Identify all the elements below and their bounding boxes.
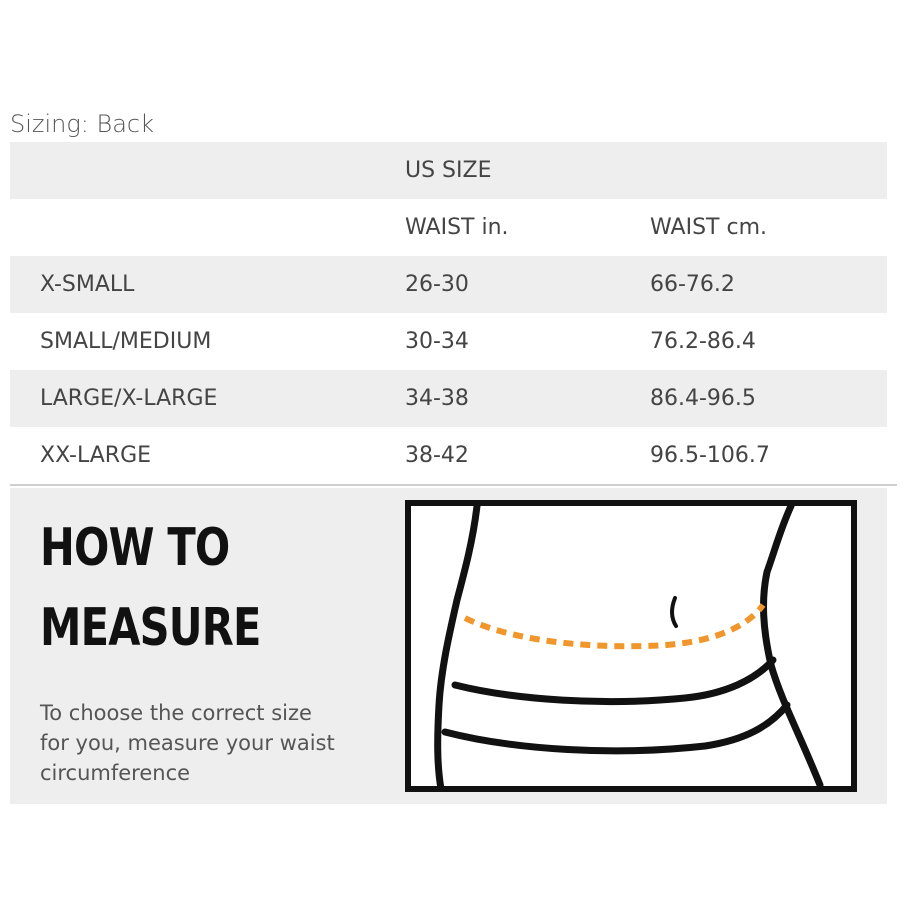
waist-cm-cell: 66-76.2: [650, 272, 735, 297]
size-cell: SMALL/MEDIUM: [40, 329, 212, 354]
waist-cm-cell: 96.5-106.7: [650, 443, 770, 468]
table-row: [10, 370, 887, 427]
us-size-header: US SIZE: [405, 158, 492, 183]
table-row: [10, 313, 887, 370]
heading-line-2: MEASURE: [40, 598, 261, 658]
waist-measure-illustration: [405, 500, 857, 792]
waist-in-cell: 30-34: [405, 329, 469, 354]
size-table: [10, 142, 887, 484]
size-cell: X-SMALL: [40, 272, 135, 297]
table-row: [10, 427, 887, 484]
size-cell: XX-LARGE: [40, 443, 152, 468]
measure-instructions: To choose the correct size for you, measure your waist circumference: [40, 701, 335, 785]
table-row: [10, 256, 887, 313]
column-header-waist-in: WAIST in.: [405, 215, 509, 240]
section-divider: [10, 484, 897, 486]
waist-cm-cell: 86.4-96.5: [650, 386, 756, 411]
column-header-row: [10, 199, 887, 256]
how-to-measure-heading: [40, 508, 261, 668]
how-to-measure-panel: [10, 488, 887, 804]
size-cell: LARGE/X-LARGE: [40, 386, 218, 411]
illustration-frame: [408, 503, 854, 789]
waist-cm-cell: 76.2-86.4: [650, 329, 756, 354]
heading-line-1: HOW TO: [40, 518, 230, 578]
waist-in-cell: 34-38: [405, 386, 469, 411]
waist-in-cell: 26-30: [405, 272, 469, 297]
page-title: Sizing: Back: [10, 110, 155, 138]
column-header-waist-cm: WAIST cm.: [650, 215, 768, 240]
waist-in-cell: 38-42: [405, 443, 469, 468]
table-header-row: [10, 142, 887, 199]
